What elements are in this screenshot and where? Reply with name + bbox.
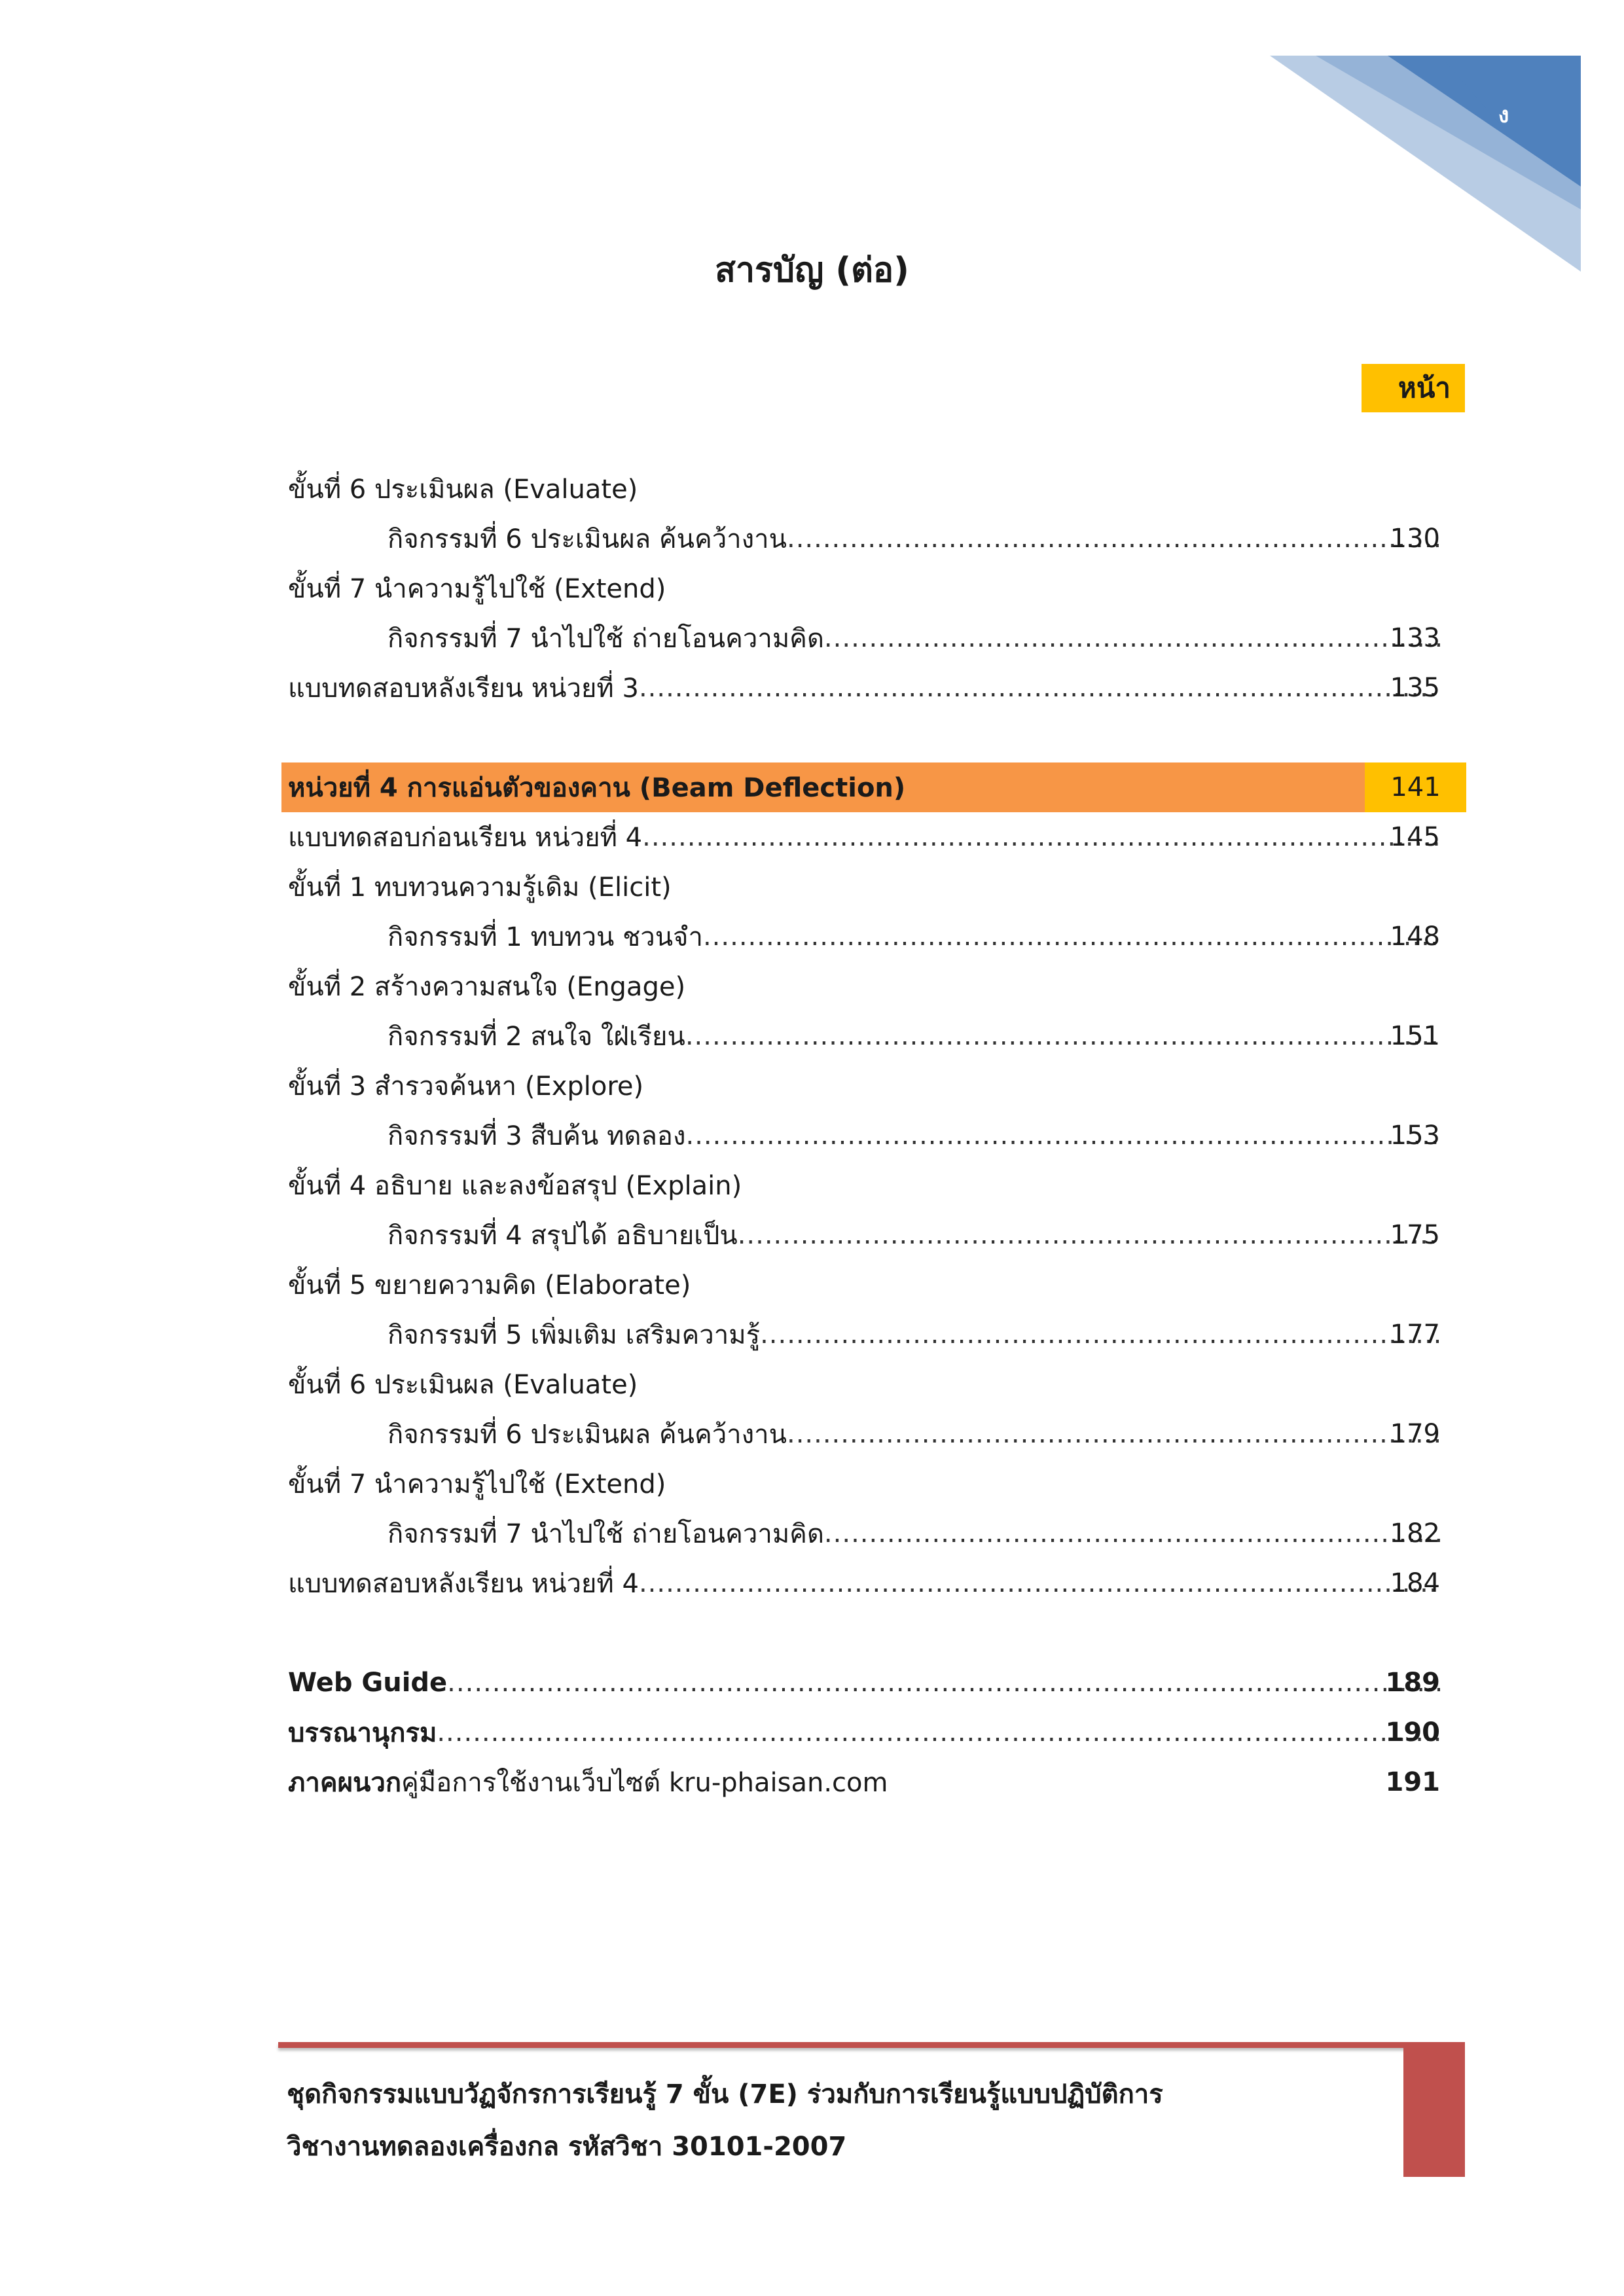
toc-entry-activity[interactable] xyxy=(281,1111,1466,1160)
toc-leader-dots xyxy=(738,1220,1440,1250)
toc-entry-test[interactable] xyxy=(281,663,1466,713)
toc-entry-step xyxy=(281,1160,1466,1210)
table-of-contents xyxy=(281,464,1466,1807)
toc-entry-activity[interactable] xyxy=(281,1310,1466,1359)
toc-page-number: 179 xyxy=(1390,1419,1440,1449)
toc-leader-dots xyxy=(639,673,1440,703)
toc-leader-dots xyxy=(685,1021,1440,1051)
toc-entry-label: กิจกรรมที่ 1 ทบทวน ชวนจำ xyxy=(388,922,703,952)
toc-entry-label: ขั้นที่ 6 ประเมินผล (Evaluate) xyxy=(288,475,638,505)
toc-entry-label: กิจกรรมที่ 7 นำไปใช้ ถ่ายโอนความคิด xyxy=(388,624,824,654)
toc-page-number: 130 xyxy=(1390,524,1440,554)
toc-entry-activity[interactable] xyxy=(281,514,1466,564)
toc-page-number: 145 xyxy=(1390,822,1440,852)
toc-entry-label: หน่วยที่ 4 การแอ่นตัวของคาน (Beam Deflection) xyxy=(288,773,906,803)
toc-entry-step xyxy=(281,1260,1466,1310)
toc-entry-label: ขั้นที่ 3 สำรวจค้นหา (Explore) xyxy=(288,1071,644,1102)
toc-entry-bold[interactable] xyxy=(281,1658,1466,1708)
toc-spacer xyxy=(281,713,1466,762)
toc-page-number: 133 xyxy=(1390,623,1440,653)
toc-entry-label: ขั้นที่ 1 ทบทวนความรู้เดิม (Elicit) xyxy=(288,872,672,903)
toc-leader-dots xyxy=(686,1121,1441,1151)
toc-leader-dots xyxy=(760,1319,1440,1350)
toc-entry-label: กิจกรรมที่ 2 สนใจ ใฝ่เรียน xyxy=(388,1022,685,1052)
toc-entry-label: แบบทดสอบหลังเรียน หน่วยที่ 3 xyxy=(288,673,639,704)
toc-page-number: 175 xyxy=(1390,1220,1440,1250)
footer-line-1: ชุดกิจกรรมแบบวัฏจักรการเรียนรู้ 7 ขั้น (7E) ร่วมกับการเรียนรู้แบบปฏิบัติการ xyxy=(287,2079,1163,2109)
toc-entry-bold[interactable] xyxy=(281,1708,1466,1757)
toc-entry-label: ขั้นที่ 7 นำความรู้ไปใช้ (Extend) xyxy=(288,574,666,604)
toc-entry-step xyxy=(281,961,1466,1011)
toc-page-number: 141 xyxy=(1365,762,1466,812)
toc-page-number: 177 xyxy=(1390,1319,1440,1350)
toc-entry-activity[interactable] xyxy=(281,1409,1466,1459)
toc-page-number: 191 xyxy=(1385,1767,1440,1797)
footer-divider xyxy=(278,2042,1456,2048)
toc-entry-label: กิจกรรมที่ 3 สืบค้น ทดลอง xyxy=(388,1121,686,1151)
toc-entry-step xyxy=(281,464,1466,514)
page-number: ง xyxy=(1498,102,1509,128)
page-title: สารบัญ (ต่อ) xyxy=(715,251,909,290)
toc-entry-label: ขั้นที่ 2 สร้างความสนใจ (Engage) xyxy=(288,972,686,1002)
toc-leader-dots xyxy=(437,1717,1440,1748)
toc-entry-step xyxy=(281,564,1466,613)
toc-page-number: 189 xyxy=(1385,1668,1440,1698)
toc-entry-label: Web Guide xyxy=(288,1668,448,1698)
toc-leader-dots xyxy=(824,1518,1440,1549)
toc-entry-label: กิจกรรมที่ 7 นำไปใช้ ถ่ายโอนความคิด xyxy=(388,1519,824,1549)
toc-page-number: 148 xyxy=(1390,922,1440,952)
corner-decoration xyxy=(0,0,1624,275)
toc-entry-label: บรรณานุกรม xyxy=(288,1718,437,1748)
toc-page-number: 151 xyxy=(1390,1021,1440,1051)
toc-spacer xyxy=(281,1608,1466,1658)
toc-entry-label: ขั้นที่ 6 ประเมินผล (Evaluate) xyxy=(288,1370,638,1400)
toc-leader-dots xyxy=(642,822,1440,852)
page-column-header: หน้า xyxy=(1362,364,1465,412)
toc-entry-test[interactable] xyxy=(281,812,1466,862)
toc-entry-activity[interactable] xyxy=(281,1011,1466,1061)
toc-entry-label: แบบทดสอบก่อนเรียน หน่วยที่ 4 xyxy=(288,823,643,853)
toc-entry-label: กิจกรรมที่ 5 เพิ่มเติม เสริมความรู้ xyxy=(388,1320,761,1350)
footer-text xyxy=(287,2068,1163,2173)
toc-entry-step xyxy=(281,1061,1466,1111)
toc-entry-step xyxy=(281,1359,1466,1409)
toc-page-number: 184 xyxy=(1390,1568,1440,1598)
toc-leader-dots xyxy=(447,1668,1440,1698)
toc-entry-unit[interactable] xyxy=(281,762,1466,812)
toc-entry-activity[interactable] xyxy=(281,1509,1466,1558)
toc-entry-activity[interactable] xyxy=(281,613,1466,663)
footer-line-2: วิชางานทดลองเครื่องกล รหัสวิชา 30101-2007 xyxy=(287,2132,847,2162)
toc-leader-dots xyxy=(703,922,1440,952)
toc-leader-dots xyxy=(787,524,1440,554)
toc-page-number: 153 xyxy=(1390,1121,1440,1151)
footer-accent-block xyxy=(1403,2042,1465,2177)
toc-entry-label: ขั้นที่ 5 ขยายความคิด (Elaborate) xyxy=(288,1270,691,1300)
toc-entry-activity[interactable] xyxy=(281,1210,1466,1260)
toc-entry-step xyxy=(281,862,1466,912)
toc-leader-dots xyxy=(639,1568,1440,1598)
toc-entry-appendix[interactable] xyxy=(281,1757,1466,1807)
toc-page-number: 135 xyxy=(1390,673,1440,703)
toc-page-number: 182 xyxy=(1390,1518,1440,1549)
toc-entry-activity[interactable] xyxy=(281,912,1466,961)
toc-entry-label: กิจกรรมที่ 4 สรุปได้ อธิบายเป็น xyxy=(388,1221,738,1251)
toc-entry-label: คู่มือการใช้งานเว็บไซต์ kru-phaisan.com xyxy=(401,1768,888,1798)
toc-entry-label: กิจกรรมที่ 6 ประเมินผล ค้นคว้างาน xyxy=(388,524,787,554)
toc-entry-label: ขั้นที่ 7 นำความรู้ไปใช้ (Extend) xyxy=(288,1469,666,1499)
toc-entry-label-bold: ภาคผนวก xyxy=(288,1768,402,1798)
toc-page-number: 190 xyxy=(1385,1717,1440,1748)
toc-entry-label: ขั้นที่ 4 อธิบาย และลงข้อสรุป (Explain) xyxy=(288,1171,742,1201)
toc-leader-dots xyxy=(824,623,1440,653)
toc-entry-test[interactable] xyxy=(281,1558,1466,1608)
toc-entry-step xyxy=(281,1459,1466,1509)
toc-entry-label: กิจกรรมที่ 6 ประเมินผล ค้นคว้างาน xyxy=(388,1420,787,1450)
toc-entry-label: แบบทดสอบหลังเรียน หน่วยที่ 4 xyxy=(288,1569,639,1599)
toc-leader-dots xyxy=(787,1419,1440,1449)
